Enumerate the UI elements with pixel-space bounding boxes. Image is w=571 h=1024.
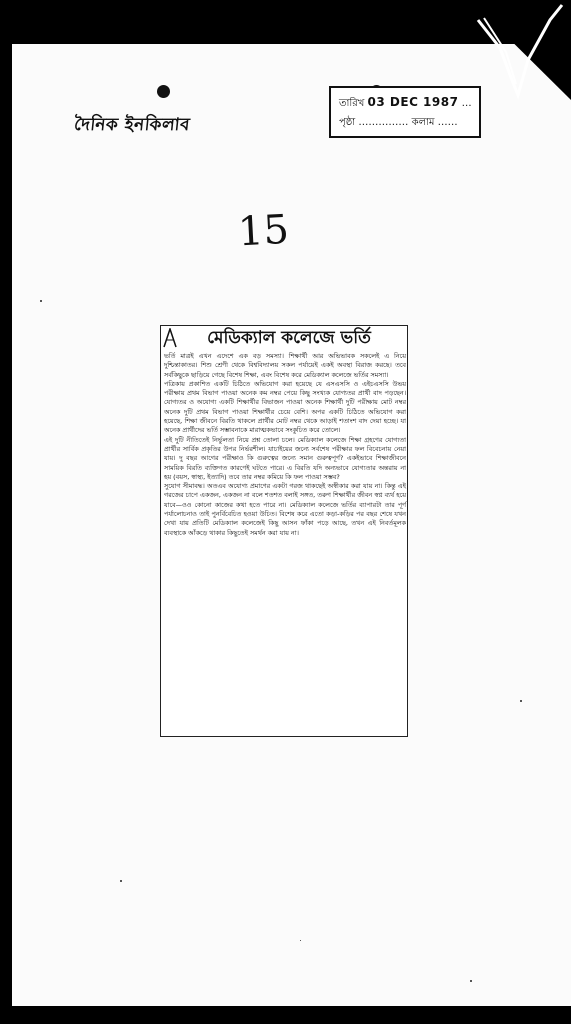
date-stamp <box>329 86 481 138</box>
column-label: কলাম <box>411 117 435 128</box>
date-row <box>339 95 472 113</box>
page-row <box>339 115 458 132</box>
newspaper-masthead: দৈনিক ইনকিলাব <box>73 115 192 135</box>
column-dots: …… <box>437 117 458 128</box>
page-label: পৃষ্ঠা <box>339 117 356 128</box>
article-paragraph-4: সুযোগ সীমাবদ্ধ। অতএব অযোগ্য প্রমাণের একটা গরজ থাকছেই অস্বীকার করা যায় না। কিন্তু এই গরজের চাপে একজন, একজন না বলে শতশত বলাই সঙ্গত, তরুণ শিক্ষার্থীর জীবন স্বপ্ন ব্যর্থ হয়ে যাবে—ওও কোনো কাজের কথা হতে পারে না। মেডিক্যাল কলেজে ভর্তির ব্যাপারটা তার পূর্ণ পর্যালোচনাও তাই পুনর্বিবেচিত হওয়া উচিত। বিশেষ করে এতো কড়া-কড়ির পর বছর শেষে যখন দেখা যায় প্রতিটি মেডিক্যাল কলেজেই কিছু আসন ফাঁকা পড়ে আছে, তখন এই নিবর্তমূলক ব্যবস্থাকে আঁকড়ে থাকার কিছুতেই সমর্থন করা যায় না। <box>164 482 406 537</box>
newspaper-clipping <box>160 325 408 737</box>
scan-speck <box>520 700 522 702</box>
article-body <box>164 352 406 734</box>
article-headline: মেডিক্যাল কলেজে ভর্তি <box>207 328 371 348</box>
scan-speck <box>120 880 122 882</box>
date-dots: … <box>461 98 472 109</box>
folded-corner <box>470 0 571 100</box>
page-dots: …………… <box>358 117 409 128</box>
scan-speck <box>300 940 301 941</box>
date-value: 03 DEC 1987 <box>367 95 459 109</box>
article-paragraph-3: এই দুটি নীতিতেই নির্ভুলতা নিয়ে প্রশ্ন তোলা চলে। মেডিক্যাল কলেজে শিক্ষা গ্রহণের যোগ্যতা প্রার্থীর সার্বিক প্রকৃতির উপর নির্ভরশীল। যাচাইয়ের জন্যে সর্বশেষ পরীক্ষার ফল বিবেচনায় নেয়া যায়। দু বছর আগের পরীক্ষাও কি গুরুত্বের জন্যে সমান গুরুত্বপূর্ণ? একইভাবে শিক্ষাজীবনে সাময়িক বিরতি ব্যক্তিগত কারণেই ঘটতে পারে। এ বিরতি যদি অন্যভাবে যোগ্যতার অন্তরায় না হয় (বয়স, স্বাস্থ্য, ইত্যাদি) তবে তার নম্বর কমিয়ে কি ফল পাওয়া সম্ভব? <box>164 435 406 481</box>
article-paragraph-1: ভর্তি মাত্রই এখন এদেশে এক বড় সমস্যা। শিক্ষার্থী আর অভিভাবক সকলেই এ নিয়ে দুশ্চিন্তাকাতর। শিশু শ্রেণী থেকে বিশ্ববিদ্যালয় সকল পর্যায়েই একই অবস্থা বিরাজ করছে। তবে সর্বকিছুকে ছাড়িয়ে গেছে বিশেষ শিক্ষা, এবং বিশেষ করে মেডিক্যাল কলেজে ভর্তির সমস্যা। <box>164 352 406 379</box>
scan-speck <box>470 980 472 982</box>
handwritten-page-number: 15 <box>236 206 291 256</box>
article-paragraph-2: পত্রিকায় প্রকাশিত একটি চিঠিতে অভিযোগ করা হয়েছে যে এসএসসি ও এইচএসসি উভয় পরীক্ষায় প্রথম বিভাগ পাওয়া অনেক কম নম্বর পেয়ে কিছু সংখ্যক যোগ্যতর প্রার্থী বাদ পড়ছেন। যোগ্যতর ও অযোগ্য একটি শিক্ষার্থীর বিভাজন পাওয়া অনেক শিক্ষার্থী দুটি পরীক্ষায় মোট নম্বর অনেক দুটি প্রথম বিভাগ পাওয়া শিক্ষার্থীর চেয়ে বেশি। অপর একটি চিঠিতে অভিযোগ করা হয়েছে, শিক্ষা জীবনে বিরতি থাকলে প্রার্থীর মোট নম্বর থেকে আড়াই শতাংশ বাদ দেয়া হচ্ছে। যা অনেক প্রার্থীদের ভর্তি সম্ভাবনাকে মারাত্মকভাবে সংকুচিত করে তোলে। <box>164 379 406 435</box>
punch-hole-left <box>157 85 170 98</box>
scan-speck <box>40 300 42 302</box>
date-label: তারিখ <box>339 98 365 109</box>
